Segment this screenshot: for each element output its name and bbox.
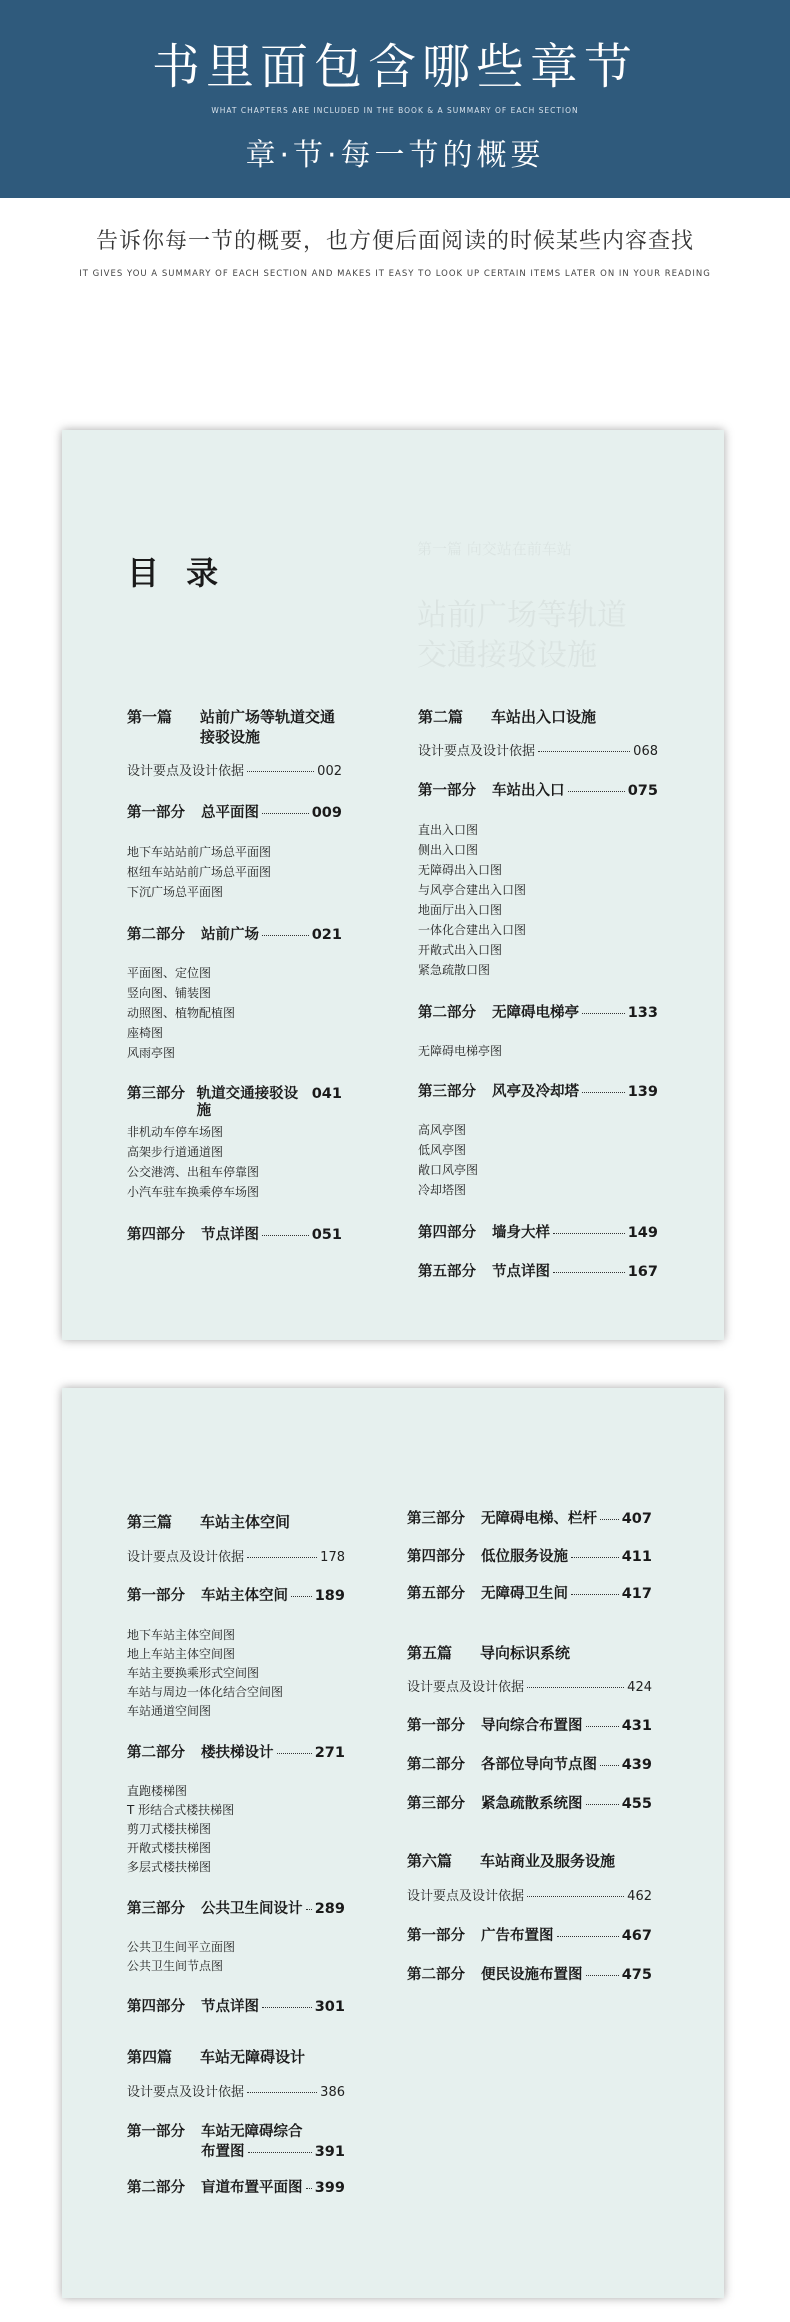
section-heading[interactable]: 第三部分 公共卫生间设计 289: [127, 1901, 345, 1917]
toc-right-column: [418, 430, 658, 1340]
section-heading[interactable]: 第一部分 车站出入口 075: [418, 783, 658, 799]
ghost-line-1: 第一篇 向交站在前车站: [417, 540, 572, 558]
section-heading[interactable]: 第一部分 车站主体空间 189: [127, 1588, 345, 1604]
toc-left-column: [127, 1388, 345, 2298]
list-item: 无障碍出入口图: [418, 863, 503, 877]
banner-subtitle-en: WHAT CHAPTERS ARE INCLUDED IN THE BOOK & A SUMMARY OF EACH SECTION: [211, 106, 579, 115]
toc-right-column: [407, 1388, 652, 2298]
toc-title: 目 录: [127, 554, 227, 592]
section-heading[interactable]: 第二部分 各部位导向节点图 439: [407, 1757, 652, 1773]
part-heading: 第四篇 车站无障碍设计: [127, 2048, 306, 2066]
toc-page-1: [62, 430, 724, 1340]
list-item: 车站通道空间图: [127, 1704, 212, 1718]
list-item: 开敞式出入口图: [418, 943, 503, 957]
section-heading[interactable]: 第二部分 楼扶梯设计 271: [127, 1745, 345, 1761]
section-heading[interactable]: 第四部分 墙身大样 149: [418, 1225, 658, 1241]
section-heading[interactable]: 第三部分 无障碍电梯、栏杆 407: [407, 1511, 652, 1527]
section-heading[interactable]: 第三部分 紧急疏散系统图 455: [407, 1796, 652, 1812]
ghost-line-3: 交通接驳设施: [417, 638, 597, 673]
section-heading[interactable]: 第四部分 低位服务设施 411: [407, 1549, 652, 1565]
list-item: T 形结合式楼扶梯图: [127, 1803, 235, 1817]
toc-entry[interactable]: 设计要点及设计依据 462: [407, 1889, 652, 1904]
tagline-cn: 告诉你每一节的概要，也方便后面阅读的时候某些内容查找: [95, 229, 694, 254]
list-item: 剪刀式楼扶梯图: [127, 1822, 212, 1836]
section-heading[interactable]: 第一部分 车站无障碍综合: [127, 2124, 303, 2140]
section-heading[interactable]: 第一部分 广告布置图 467: [407, 1928, 652, 1944]
list-item: 车站主要换乘形式空间图: [127, 1666, 260, 1680]
list-item: 高架步行道通道图: [127, 1145, 224, 1159]
list-item: 动照图、植物配植图: [127, 1006, 236, 1020]
list-item: 直跑楼梯图: [127, 1784, 188, 1798]
banner-title2: 章·节·每一节的概要: [245, 138, 545, 173]
list-item: 地下车站站前广场总平面图: [127, 845, 272, 859]
list-item: 冷却塔图: [418, 1183, 467, 1197]
tagline-en: IT GIVES YOU A SUMMARY OF EACH SECTION AND MAKES IT EASY TO LOOK UP CERTAIN ITEMS LATER ON IN YOUR READING: [79, 269, 711, 279]
list-item: 直出入口图: [418, 823, 479, 837]
list-item: 高风亭图: [418, 1123, 467, 1137]
list-item: 座椅图: [127, 1026, 164, 1040]
banner-title: 书里面包含哪些章节: [151, 39, 638, 95]
section-heading[interactable]: 第三部分 风亭及冷却塔 139: [418, 1084, 658, 1100]
list-item: 侧出入口图: [418, 843, 479, 857]
toc-left-column: [127, 430, 342, 1340]
list-item: 公交港湾、出租车停靠图: [127, 1165, 260, 1179]
section-heading[interactable]: 第一部分 总平面图 009: [127, 805, 342, 821]
toc-entry[interactable]: 设计要点及设计依据 386: [127, 2085, 345, 2100]
list-item: 风雨亭图: [127, 1046, 176, 1060]
list-item: 与风亭合建出入口图: [418, 883, 527, 897]
list-item: 低风亭图: [418, 1143, 467, 1157]
section-heading[interactable]: 第一部分 导向综合布置图 431: [407, 1718, 652, 1734]
toc-entry[interactable]: 设计要点及设计依据 178: [127, 1550, 345, 1565]
list-item: 平面图、定位图: [127, 966, 212, 980]
section-heading[interactable]: 第二部分 无障碍电梯亭 133: [418, 1005, 658, 1021]
part-heading: 第三篇 车站主体空间: [127, 1513, 291, 1531]
section-heading[interactable]: 第五部分 无障碍卫生间 417: [407, 1586, 652, 1602]
section-heading[interactable]: 第四部分 节点详图 301: [127, 1999, 345, 2015]
list-item: 敞口风亭图: [418, 1163, 479, 1177]
section-heading[interactable]: 第三部分 轨道交通接驳设施 041: [127, 1086, 342, 1120]
header-banner: [0, 0, 790, 198]
list-item: 竖向图、铺装图: [127, 986, 212, 1000]
list-item: 一体化合建出入口图: [418, 923, 527, 937]
section-heading[interactable]: 第五部分 节点详图 167: [418, 1264, 658, 1280]
toc-entry[interactable]: 设计要点及设计依据 002: [127, 764, 342, 779]
list-item: 地下车站主体空间图: [127, 1628, 236, 1642]
part-heading: 第六篇 车站商业及服务设施: [407, 1852, 616, 1870]
part-heading: 第一篇 站前广场等轨道交通: [127, 708, 336, 726]
list-item: 开敞式楼扶梯图: [127, 1841, 212, 1855]
list-item: 无障碍电梯亭图: [418, 1044, 503, 1058]
toc-entry[interactable]: 设计要点及设计依据 068: [418, 744, 658, 759]
toc-entry[interactable]: 设计要点及设计依据 424: [407, 1680, 652, 1695]
section-heading[interactable]: 第四部分 节点详图 051: [127, 1227, 342, 1243]
section-heading[interactable]: 第二部分 盲道布置平面图 399: [127, 2180, 345, 2196]
section-heading-cont[interactable]: 布置图 391: [201, 2144, 345, 2160]
part-heading-cont: 接驳设施: [200, 728, 261, 746]
list-item: 公共卫生间节点图: [127, 1959, 224, 1973]
section-heading[interactable]: 第二部分 便民设施布置图 475: [407, 1967, 652, 1983]
part-heading: 第二篇 车站出入口设施: [418, 708, 597, 726]
section-heading[interactable]: 第二部分 站前广场 021: [127, 927, 342, 943]
ghost-line-2: 站前广场等轨道: [417, 598, 627, 633]
part-heading: 第五篇 导向标识系统: [407, 1644, 571, 1662]
list-item: 小汽车驻车换乘停车场图: [127, 1185, 260, 1199]
list-item: 下沉广场总平面图: [127, 885, 224, 899]
list-item: 非机动车停车场图: [127, 1125, 224, 1139]
list-item: 车站与周边一体化结合空间图: [127, 1685, 284, 1699]
list-item: 公共卫生间平立面图: [127, 1940, 236, 1954]
list-item: 紧急疏散口图: [418, 963, 491, 977]
list-item: 地面厅出入口图: [418, 903, 503, 917]
list-item: 枢纽车站站前广场总平面图: [127, 865, 272, 879]
list-item: 地上车站主体空间图: [127, 1647, 236, 1661]
list-item: 多层式楼扶梯图: [127, 1860, 212, 1874]
toc-page-2: [62, 1388, 724, 2298]
